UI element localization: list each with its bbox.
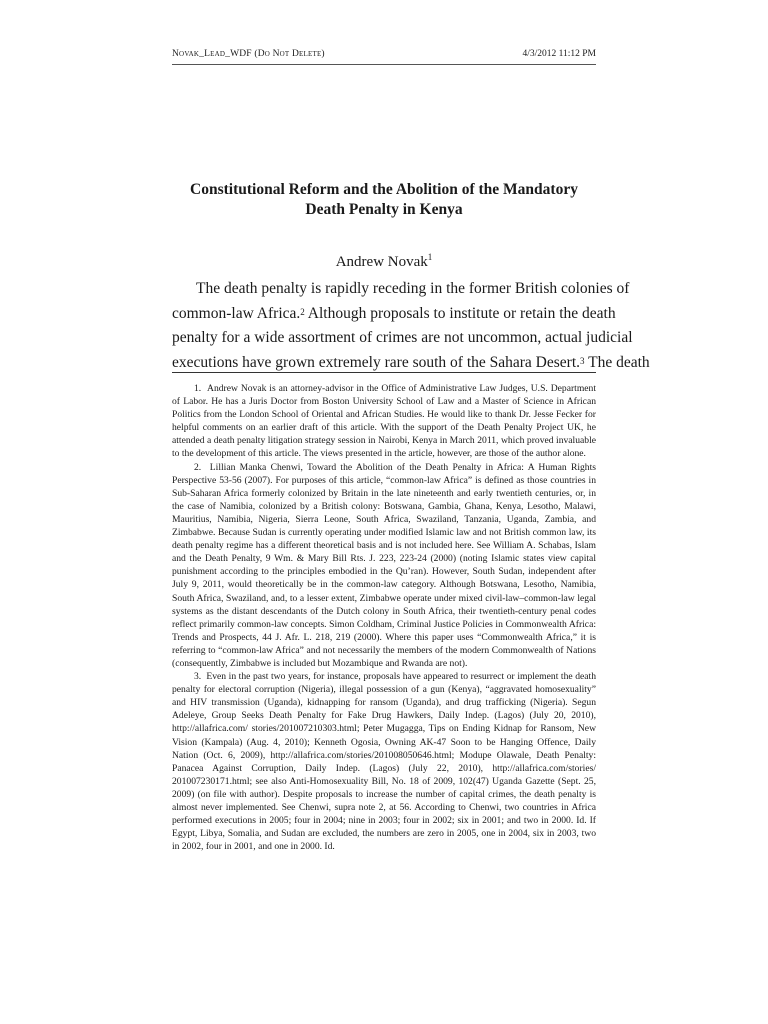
intro-line-3: penalty for a wide assortment of crimes are not uncommon, actual judicial (172, 329, 633, 346)
footnote-1 (172, 382, 596, 461)
header-file-label: Novak_Lead_WDF (Do Not Delete) (172, 49, 325, 59)
author-byline (172, 252, 596, 271)
footnote-number: 1. (194, 383, 202, 394)
intro-line-1: The death penalty is rapidly receding in the former British colonies of (196, 280, 630, 297)
author-name: Andrew Novak (335, 254, 428, 270)
title-line-1: Constitutional Reform and the Abolition of the Mandatory (190, 181, 578, 198)
footnote-mark-2[interactable]: 2 (300, 306, 305, 317)
footnote-mark-3[interactable]: 3 (580, 355, 585, 366)
footnote-text: Andrew Novak is an attorney-advisor in the Office of Administrative Law Judges, U.S. Department of Labor. He has a Juris Doctor from Boston University School of Law and a Master of Science in African Politics from the London School of Oriental and African Studies. He would like to thank Dr. Jesse Fecker for helpful comments on an earlier draft of this article. With the support of the Death Penalty Project UK, he attended a death penalty litigation strategy session in Nairobi, Kenya in March 2011, which proved invaluable to the development of this article. The views presented in the article, however, are those of the author alone. (172, 383, 596, 460)
article-title (172, 180, 596, 220)
intro-line-2-a: common-law Africa. (172, 304, 301, 322)
footnote-3 (172, 670, 596, 853)
footnote-text: Even in the past two years, for instance, proposals have appeared to resurrect or implement the death penalty for electoral corruption (Nigeria), illegal possession of a gun (Kenya), “aggravated homosexuality” and HIV transmission (Uganda), kidnapping for ransom (Uganda), and drug trafficking (Nigeria). Segun Adeleye, Group Seeks Death Penalty for Fake Drug Hawkers, Daily Indep. (Lagos) (July 20, 2010), http://allafrica.com/ stories/201007210303.html; Peter Mugagga, Tips on Ending Kidnap for Ransom, New Vision (Kampala) (Aug. 4, 2010); Kenneth Ogosia, Owning AK-47 Soon to be Hanging Offence, Daily Nation (Oct. 6, 2009), http://allafrica.com/stories/201008050646.html; Modupe Olawale, Death Penalty: Panacea Against Corruption, Daily Indep. (Lagos) (July 22, 2010), http://allafrica.com/stories/ 201007230171.html; see also Anti-Homosexuality Bill, No. 18 of 2009, 102(47) Uganda Gazette (Sept. 25, 2009) (on file with author). Despite proposals to increase the number of capital crimes, the death penalty is almost never implemented. See Chenwi, supra note 2, at 56. According to Chenwi, two countries in Africa performed executions in 2005; four in 2004; nine in 2003; four in 2002; six in 2001; and two in 2000. Id. If Egypt, Libya, Somalia, and Sudan are excluded, the numbers are zero in 2005, one in 2004, six in 2003, two in 2002, four in 2001, and one in 2000. Id. (172, 671, 597, 853)
header-timestamp: 4/3/2012 11:12 PM (522, 49, 596, 59)
running-header (172, 48, 596, 65)
footnotes-section (172, 382, 596, 853)
footnote-text: Lillian Manka Chenwi, Toward the Abolition of the Death Penalty in Africa: A Human Rights Perspective 53-56 (2007). For purposes of this article, “common-law Africa” is defined as those countries in Sub-Saharan Africa formerly colonized by Britain in the late nineteenth and early twentieth centuries, or, in the case of Namibia, colonized by a British colony: Botswana, Gambia, Ghana, Kenya, Lesotho, Malawi, Mauritius, Namibia, Nigeria, Sierra Leone, South Africa, Swaziland, Tanzania, Uganda, Zambia, and Zimbabwe. Because Sudan is currently operating under modified Islamic law and not British common law, its death penalty regime has a different theoretical basis and is not included here. See William A. Schabas, Islam and the Death Penalty, 9 Wm. & Mary Bill Rts. J. 223, 223-24 (2000) (noting Islamic states view capital punishment according to the principles embodied in the Qu’ran). However, South Sudan, independent after July 9, 2011, would theoretically be in the common-law category. Although Botswana, Lesotho, Namibia, South Africa, Swaziland, and, to a lesser extent, Zimbabwe operate under mixed civil-law–common-law legal systems as the distant descendants of the Dutch colony in South Africa, their twentieth-century penal codes reflect primarily common-law concepts. Simon Coldham, Criminal Justice Policies in Commonwealth Africa: Trends and Prospects, 44 J. Afr. L. 218, 219 (2000). Where this paper uses “Commonwealth Africa,” it is referring to “common-law Africa” and not necessarily the members of the modern Commonwealth of Nations (consequently, Zimbabwe is included but Mozambique and Rwanda are not). (172, 461, 596, 669)
intro-paragraph (172, 277, 650, 375)
footnote-2 (172, 461, 596, 671)
intro-line-2-b: Although proposals to institute or retain the death (304, 304, 616, 322)
title-line-2: Death Penalty in Kenya (305, 201, 463, 218)
intro-line-4-a: executions have grown extremely rare south of the Sahara Desert. (172, 353, 581, 371)
intro-line-4-b: The death (584, 353, 650, 371)
intro-line-2 (172, 302, 616, 327)
author-footnote-mark[interactable]: 1 (427, 252, 433, 262)
footnote-number: 2. (194, 461, 202, 473)
footnote-separator (172, 372, 596, 373)
footnote-number: 3. (194, 671, 202, 683)
